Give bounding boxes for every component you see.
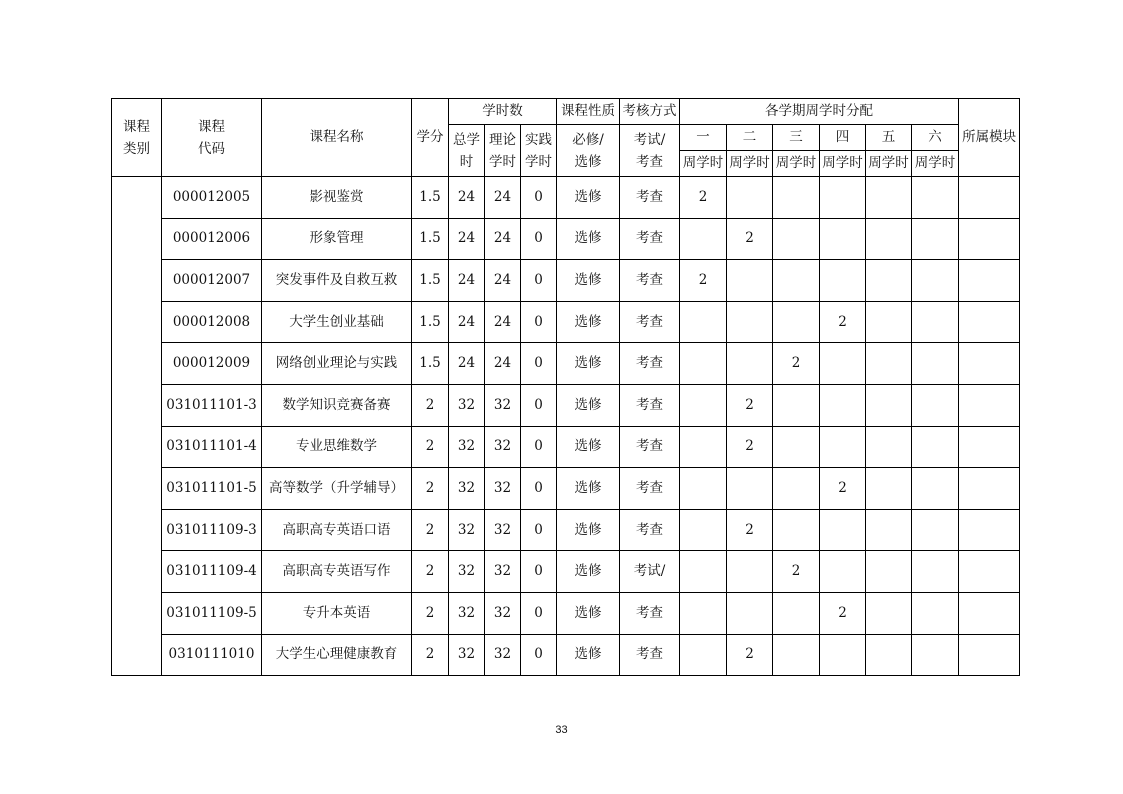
table-row bbox=[112, 343, 1020, 385]
course-name-cell: 大学生创业基础 bbox=[262, 301, 412, 343]
semester-4-hours-cell bbox=[820, 343, 866, 385]
credit-cell: 1.5 bbox=[412, 218, 449, 260]
semester-3-hours-cell bbox=[773, 218, 820, 260]
semester-4-hours-cell: 2 bbox=[820, 301, 866, 343]
module-cell bbox=[959, 426, 1020, 468]
practice-hours-cell: 0 bbox=[521, 260, 557, 302]
total-hours-cell: 32 bbox=[449, 592, 485, 634]
semester-3-hours-cell bbox=[773, 634, 820, 676]
semester-4-hours-cell bbox=[820, 177, 866, 219]
nature-cell: 选修 bbox=[557, 301, 620, 343]
semester-1-hours-cell: 2 bbox=[680, 260, 727, 302]
total-hours-cell: 24 bbox=[449, 343, 485, 385]
course-table bbox=[111, 98, 1020, 676]
course-name-cell: 影视鉴赏 bbox=[262, 177, 412, 219]
practice-hours-cell: 0 bbox=[521, 509, 557, 551]
module-cell bbox=[959, 551, 1020, 593]
module-cell bbox=[959, 301, 1020, 343]
table-row bbox=[112, 592, 1020, 634]
semester-5-hours-cell bbox=[866, 301, 912, 343]
theory-hours-cell: 32 bbox=[485, 592, 521, 634]
header-semester-1: 一 bbox=[680, 125, 727, 151]
semester-4-hours-cell bbox=[820, 634, 866, 676]
practice-hours-cell: 0 bbox=[521, 592, 557, 634]
header-semester-5: 五 bbox=[866, 125, 912, 151]
code-cell: 000012006 bbox=[162, 218, 262, 260]
semester-2-hours-cell: 2 bbox=[727, 426, 773, 468]
code-cell: 000012008 bbox=[162, 301, 262, 343]
semester-6-hours-cell bbox=[912, 343, 959, 385]
semester-3-hours-cell: 2 bbox=[773, 551, 820, 593]
semester-4-hours-cell bbox=[820, 260, 866, 302]
header-weekly-hours: 周学时 bbox=[727, 151, 773, 177]
nature-cell: 选修 bbox=[557, 551, 620, 593]
assessment-cell: 考查 bbox=[620, 634, 680, 676]
practice-hours-cell: 0 bbox=[521, 384, 557, 426]
semester-6-hours-cell bbox=[912, 260, 959, 302]
practice-hours-cell: 0 bbox=[521, 468, 557, 510]
semester-4-hours-cell bbox=[820, 509, 866, 551]
credit-cell: 2 bbox=[412, 634, 449, 676]
total-hours-cell: 32 bbox=[449, 509, 485, 551]
semester-3-hours-cell: 2 bbox=[773, 343, 820, 385]
assessment-cell: 考查 bbox=[620, 509, 680, 551]
header-semester-3: 三 bbox=[773, 125, 820, 151]
semester-4-hours-cell: 2 bbox=[820, 468, 866, 510]
semester-5-hours-cell bbox=[866, 592, 912, 634]
code-cell: 031011109-5 bbox=[162, 592, 262, 634]
total-hours-cell: 24 bbox=[449, 218, 485, 260]
page-number: 33 bbox=[555, 724, 568, 736]
module-cell bbox=[959, 634, 1020, 676]
code-cell: 031011101-3 bbox=[162, 384, 262, 426]
semester-1-hours-cell bbox=[680, 468, 727, 510]
header-weekly-hours: 周学时 bbox=[866, 151, 912, 177]
assessment-cell: 考查 bbox=[620, 177, 680, 219]
course-name-cell: 大学生心理健康教育 bbox=[262, 634, 412, 676]
credit-cell: 1.5 bbox=[412, 301, 449, 343]
assessment-cell: 考查 bbox=[620, 426, 680, 468]
course-name-cell: 形象管理 bbox=[262, 218, 412, 260]
header-weekly-hours: 周学时 bbox=[680, 151, 727, 177]
code-cell: 0310111010 bbox=[162, 634, 262, 676]
header-code: 课程 代码 bbox=[162, 99, 262, 177]
credit-cell: 2 bbox=[412, 592, 449, 634]
table-row bbox=[112, 177, 1020, 219]
semester-3-hours-cell bbox=[773, 468, 820, 510]
semester-1-hours-cell bbox=[680, 218, 727, 260]
practice-hours-cell: 0 bbox=[521, 177, 557, 219]
semester-2-hours-cell: 2 bbox=[727, 509, 773, 551]
category-cell bbox=[112, 177, 162, 676]
semester-2-hours-cell bbox=[727, 468, 773, 510]
semester-3-hours-cell bbox=[773, 509, 820, 551]
table-row bbox=[112, 218, 1020, 260]
semester-1-hours-cell bbox=[680, 343, 727, 385]
semester-4-hours-cell bbox=[820, 218, 866, 260]
module-cell bbox=[959, 384, 1020, 426]
semester-6-hours-cell bbox=[912, 509, 959, 551]
semester-2-hours-cell bbox=[727, 260, 773, 302]
nature-cell: 选修 bbox=[557, 343, 620, 385]
semester-2-hours-cell: 2 bbox=[727, 634, 773, 676]
assessment-cell: 考查 bbox=[620, 468, 680, 510]
semester-6-hours-cell bbox=[912, 468, 959, 510]
semester-3-hours-cell bbox=[773, 260, 820, 302]
table-row bbox=[112, 468, 1020, 510]
header-weekly-hours: 周学时 bbox=[912, 151, 959, 177]
semester-3-hours-cell bbox=[773, 384, 820, 426]
semester-1-hours-cell: 2 bbox=[680, 177, 727, 219]
table-row bbox=[112, 634, 1020, 676]
module-cell bbox=[959, 260, 1020, 302]
header-nature-sub: 必修/ 选修 bbox=[557, 125, 620, 177]
module-cell bbox=[959, 509, 1020, 551]
semester-5-hours-cell bbox=[866, 551, 912, 593]
practice-hours-cell: 0 bbox=[521, 301, 557, 343]
semester-3-hours-cell bbox=[773, 426, 820, 468]
semester-6-hours-cell bbox=[912, 634, 959, 676]
semester-6-hours-cell bbox=[912, 592, 959, 634]
credit-cell: 2 bbox=[412, 426, 449, 468]
semester-6-hours-cell bbox=[912, 177, 959, 219]
table-row bbox=[112, 260, 1020, 302]
assessment-cell: 考查 bbox=[620, 218, 680, 260]
credit-cell: 1.5 bbox=[412, 260, 449, 302]
course-name-cell: 突发事件及自救互救 bbox=[262, 260, 412, 302]
semester-3-hours-cell bbox=[773, 301, 820, 343]
header-weekly-hours: 周学时 bbox=[773, 151, 820, 177]
semester-6-hours-cell bbox=[912, 384, 959, 426]
header-category: 课程 类别 bbox=[112, 99, 162, 177]
code-cell: 000012009 bbox=[162, 343, 262, 385]
assessment-cell: 考查 bbox=[620, 384, 680, 426]
code-cell: 031011101-5 bbox=[162, 468, 262, 510]
semester-2-hours-cell bbox=[727, 301, 773, 343]
table-row bbox=[112, 551, 1020, 593]
total-hours-cell: 24 bbox=[449, 301, 485, 343]
semester-3-hours-cell bbox=[773, 592, 820, 634]
semester-5-hours-cell bbox=[866, 426, 912, 468]
header-hours-group: 学时数 bbox=[449, 99, 557, 125]
semester-5-hours-cell bbox=[866, 343, 912, 385]
semester-6-hours-cell bbox=[912, 301, 959, 343]
practice-hours-cell: 0 bbox=[521, 551, 557, 593]
theory-hours-cell: 32 bbox=[485, 509, 521, 551]
course-name-cell: 高等数学（升学辅导） bbox=[262, 468, 412, 510]
nature-cell: 选修 bbox=[557, 634, 620, 676]
total-hours-cell: 32 bbox=[449, 634, 485, 676]
header-assessment-sub: 考试/ 考查 bbox=[620, 125, 680, 177]
header-assessment: 考核方式 bbox=[620, 99, 680, 125]
code-cell: 000012007 bbox=[162, 260, 262, 302]
header-theory-hours: 理论 学时 bbox=[485, 125, 521, 177]
module-cell bbox=[959, 468, 1020, 510]
theory-hours-cell: 24 bbox=[485, 343, 521, 385]
semester-5-hours-cell bbox=[866, 218, 912, 260]
practice-hours-cell: 0 bbox=[521, 426, 557, 468]
semester-1-hours-cell bbox=[680, 426, 727, 468]
credit-cell: 2 bbox=[412, 551, 449, 593]
semester-6-hours-cell bbox=[912, 426, 959, 468]
assessment-cell: 考查 bbox=[620, 260, 680, 302]
nature-cell: 选修 bbox=[557, 384, 620, 426]
nature-cell: 选修 bbox=[557, 260, 620, 302]
total-hours-cell: 24 bbox=[449, 260, 485, 302]
theory-hours-cell: 32 bbox=[485, 468, 521, 510]
header-course-nature: 课程性质 bbox=[557, 99, 620, 125]
theory-hours-cell: 32 bbox=[485, 384, 521, 426]
semester-2-hours-cell: 2 bbox=[727, 384, 773, 426]
code-cell: 031011101-4 bbox=[162, 426, 262, 468]
total-hours-cell: 32 bbox=[449, 551, 485, 593]
total-hours-cell: 32 bbox=[449, 468, 485, 510]
semester-5-hours-cell bbox=[866, 384, 912, 426]
total-hours-cell: 32 bbox=[449, 426, 485, 468]
module-cell bbox=[959, 177, 1020, 219]
semester-5-hours-cell bbox=[866, 509, 912, 551]
semester-1-hours-cell bbox=[680, 634, 727, 676]
theory-hours-cell: 24 bbox=[485, 260, 521, 302]
semester-2-hours-cell bbox=[727, 177, 773, 219]
module-cell bbox=[959, 343, 1020, 385]
total-hours-cell: 24 bbox=[449, 177, 485, 219]
module-cell bbox=[959, 592, 1020, 634]
nature-cell: 选修 bbox=[557, 592, 620, 634]
total-hours-cell: 32 bbox=[449, 384, 485, 426]
practice-hours-cell: 0 bbox=[521, 218, 557, 260]
semester-2-hours-cell: 2 bbox=[727, 218, 773, 260]
header-module: 所属模块 bbox=[959, 99, 1020, 177]
semester-5-hours-cell bbox=[866, 468, 912, 510]
course-name-cell: 专升本英语 bbox=[262, 592, 412, 634]
practice-hours-cell: 0 bbox=[521, 634, 557, 676]
course-name-cell: 数学知识竞赛备赛 bbox=[262, 384, 412, 426]
semester-3-hours-cell bbox=[773, 177, 820, 219]
assessment-cell: 考查 bbox=[620, 343, 680, 385]
semester-2-hours-cell bbox=[727, 343, 773, 385]
header-name: 课程名称 bbox=[262, 99, 412, 177]
semester-6-hours-cell bbox=[912, 551, 959, 593]
semester-5-hours-cell bbox=[866, 634, 912, 676]
credit-cell: 2 bbox=[412, 509, 449, 551]
course-name-cell: 网络创业理论与实践 bbox=[262, 343, 412, 385]
semester-1-hours-cell bbox=[680, 509, 727, 551]
assessment-cell: 考试/ bbox=[620, 551, 680, 593]
nature-cell: 选修 bbox=[557, 177, 620, 219]
semester-1-hours-cell bbox=[680, 551, 727, 593]
theory-hours-cell: 32 bbox=[485, 634, 521, 676]
credit-cell: 2 bbox=[412, 384, 449, 426]
semester-1-hours-cell bbox=[680, 592, 727, 634]
table-row bbox=[112, 384, 1020, 426]
module-cell bbox=[959, 218, 1020, 260]
header-semester-4: 四 bbox=[820, 125, 866, 151]
assessment-cell: 考查 bbox=[620, 301, 680, 343]
semester-6-hours-cell bbox=[912, 218, 959, 260]
semester-4-hours-cell bbox=[820, 426, 866, 468]
header-semester-2: 二 bbox=[727, 125, 773, 151]
code-cell: 031011109-3 bbox=[162, 509, 262, 551]
course-name-cell: 高职高专英语写作 bbox=[262, 551, 412, 593]
course-name-cell: 高职高专英语口语 bbox=[262, 509, 412, 551]
assessment-cell: 考查 bbox=[620, 592, 680, 634]
header-semester-6: 六 bbox=[912, 125, 959, 151]
header-weekly-hours: 周学时 bbox=[820, 151, 866, 177]
table-row bbox=[112, 301, 1020, 343]
theory-hours-cell: 24 bbox=[485, 177, 521, 219]
nature-cell: 选修 bbox=[557, 468, 620, 510]
table-row bbox=[112, 509, 1020, 551]
header-practice-hours: 实践 学时 bbox=[521, 125, 557, 177]
practice-hours-cell: 0 bbox=[521, 343, 557, 385]
table-row bbox=[112, 426, 1020, 468]
header-total-hours: 总学 时 bbox=[449, 125, 485, 177]
semester-1-hours-cell bbox=[680, 384, 727, 426]
semester-4-hours-cell bbox=[820, 551, 866, 593]
nature-cell: 选修 bbox=[557, 218, 620, 260]
theory-hours-cell: 24 bbox=[485, 218, 521, 260]
credit-cell: 2 bbox=[412, 468, 449, 510]
theory-hours-cell: 32 bbox=[485, 426, 521, 468]
semester-1-hours-cell bbox=[680, 301, 727, 343]
credit-cell: 1.5 bbox=[412, 177, 449, 219]
semester-5-hours-cell bbox=[866, 260, 912, 302]
course-name-cell: 专业思维数学 bbox=[262, 426, 412, 468]
theory-hours-cell: 24 bbox=[485, 301, 521, 343]
credit-cell: 1.5 bbox=[412, 343, 449, 385]
semester-4-hours-cell: 2 bbox=[820, 592, 866, 634]
code-cell: 031011109-4 bbox=[162, 551, 262, 593]
code-cell: 000012005 bbox=[162, 177, 262, 219]
theory-hours-cell: 32 bbox=[485, 551, 521, 593]
header-credit: 学分 bbox=[412, 99, 449, 177]
semester-4-hours-cell bbox=[820, 384, 866, 426]
semester-5-hours-cell bbox=[866, 177, 912, 219]
nature-cell: 选修 bbox=[557, 509, 620, 551]
table-body bbox=[112, 177, 1020, 676]
header-semester-group: 各学期周学时分配 bbox=[680, 99, 959, 125]
semester-2-hours-cell bbox=[727, 551, 773, 593]
nature-cell: 选修 bbox=[557, 426, 620, 468]
semester-2-hours-cell bbox=[727, 592, 773, 634]
